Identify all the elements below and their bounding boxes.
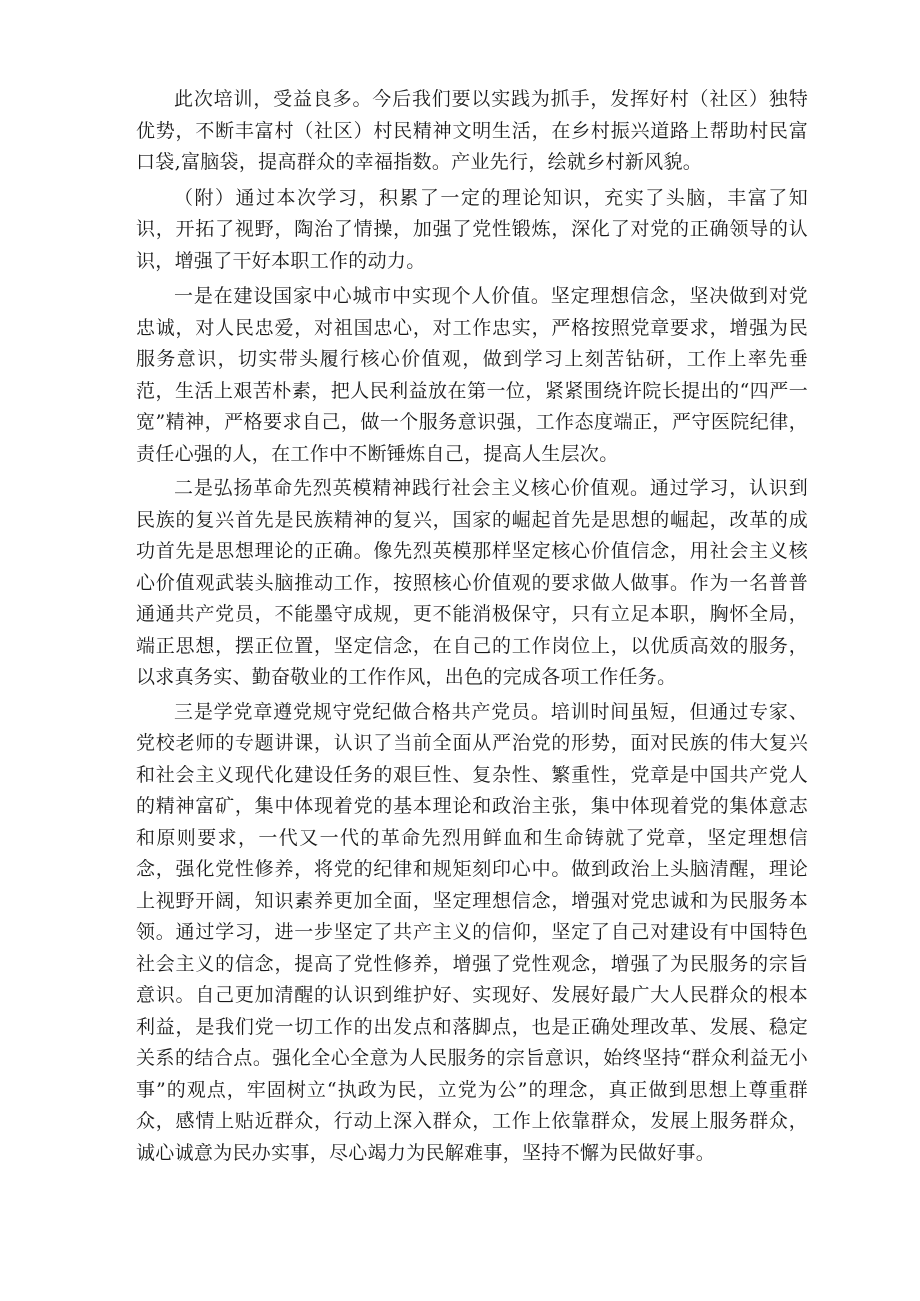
paragraph-point-one: 一是在建设国家中心城市中实现个人价值。坚定理想信念，坚决做到对党忠诚，对人民忠爱，对祖国忠心，对工作忠实，严格按照党章要求，增强为民服务意识，切实带头履行核心价值观，做到学习上刻苦钻研，工作上率先垂范，生活上艰苦朴素，把人民利益放在第一位，紧紧围绕许院长提出的“四严一宽”精神，严格要求自己，做一个服务意识强，工作态度端正，严守医院纪律，责任心强的人，在工作中不断锤炼自己，提高人生层次。 [136, 285, 808, 465]
paragraph-point-two: 二是弘扬革命先烈英模精神践行社会主义核心价值观。通过学习，认识到民族的复兴首先是民族精神的复兴，国家的崛起首先是思想的崛起，改革的成功首先是思想理论的正确。像先烈英模那样坚定核心价值信念，用社会主义核心价值观武装头脑推动工作，按照核心价值观的要求做人做事。作为一名普普通通共产党员，不能墨守成规，更不能消极保守，只有立足本职，胸怀全局，端正思想，摆正位置，坚定信念，在自己的工作岗位上，以优质高效的服务，以求真务实、勤奋敬业的工作作风，出色的完成各项工作任务。 [136, 477, 808, 688]
paragraph-appendix-intro: （附）通过本次学习，积累了一定的理论知识，充实了头脑，丰富了知识，开拓了视野，陶治了情操，加强了党性锻炼，深化了对党的正确领导的认识，增强了干好本职工作的动力。 [136, 186, 808, 272]
paragraph-training-summary: 此次培训，受益良多。今后我们要以实践为抓手，发挥好村（社区）独特优势，不断丰富村（社区）村民精神文明生活，在乡村振兴道路上帮助村民富口袋,富脑袋，提高群众的幸福指数。产业先行，绘就乡村新风貌。 [136, 88, 808, 173]
document-page [136, 84, 808, 1172]
paragraph-point-three: 三是学党章遵党规守党纪做合格共产党员。培训时间虽短，但通过专家、党校老师的专题讲课，认识了当前全面从严治党的形势，面对民族的伟大复兴和社会主义现代化建设任务的艰巨性、复杂性、繁重性，党章是中国共产党人的精神富矿，集中体现着党的基本理论和政治主张，集中体现着党的集体意志和原则要求，一代又一代的革命先烈用鲜血和生命铸就了党章，坚定理想信念，强化党性修养，将党的纪律和规矩刻印心中。做到政治上头脑清醒，理论上视野开阔，知识素养更加全面，坚定理想信念，增强对党忠诚和为民服务本领。通过学习，进一步坚定了共产主义的信仰，坚定了自己对建设有中国特色社会主义的信念，提高了党性修养，增强了党性观念，增强了为民服务的宗旨意识。自己更加清醒的认识到维护好、实现好、发展好最广大人民群众的根本利益，是我们党一切工作的出发点和落脚点，也是正确处理改革、发展、稳定关系的结合点。强化全心全意为人民服务的宗旨意识，始终坚持“群众利益无小事”的观点，牢固树立“执政为民，立党为公”的理念，真正做到思想上尊重群众，感情上贴近群众，行动上深入群众，工作上依靠群众，发展上服务群众，诚心诚意为民办实事，尽心竭力为民解难事，坚持不懈为民做好事。 [136, 700, 808, 1164]
